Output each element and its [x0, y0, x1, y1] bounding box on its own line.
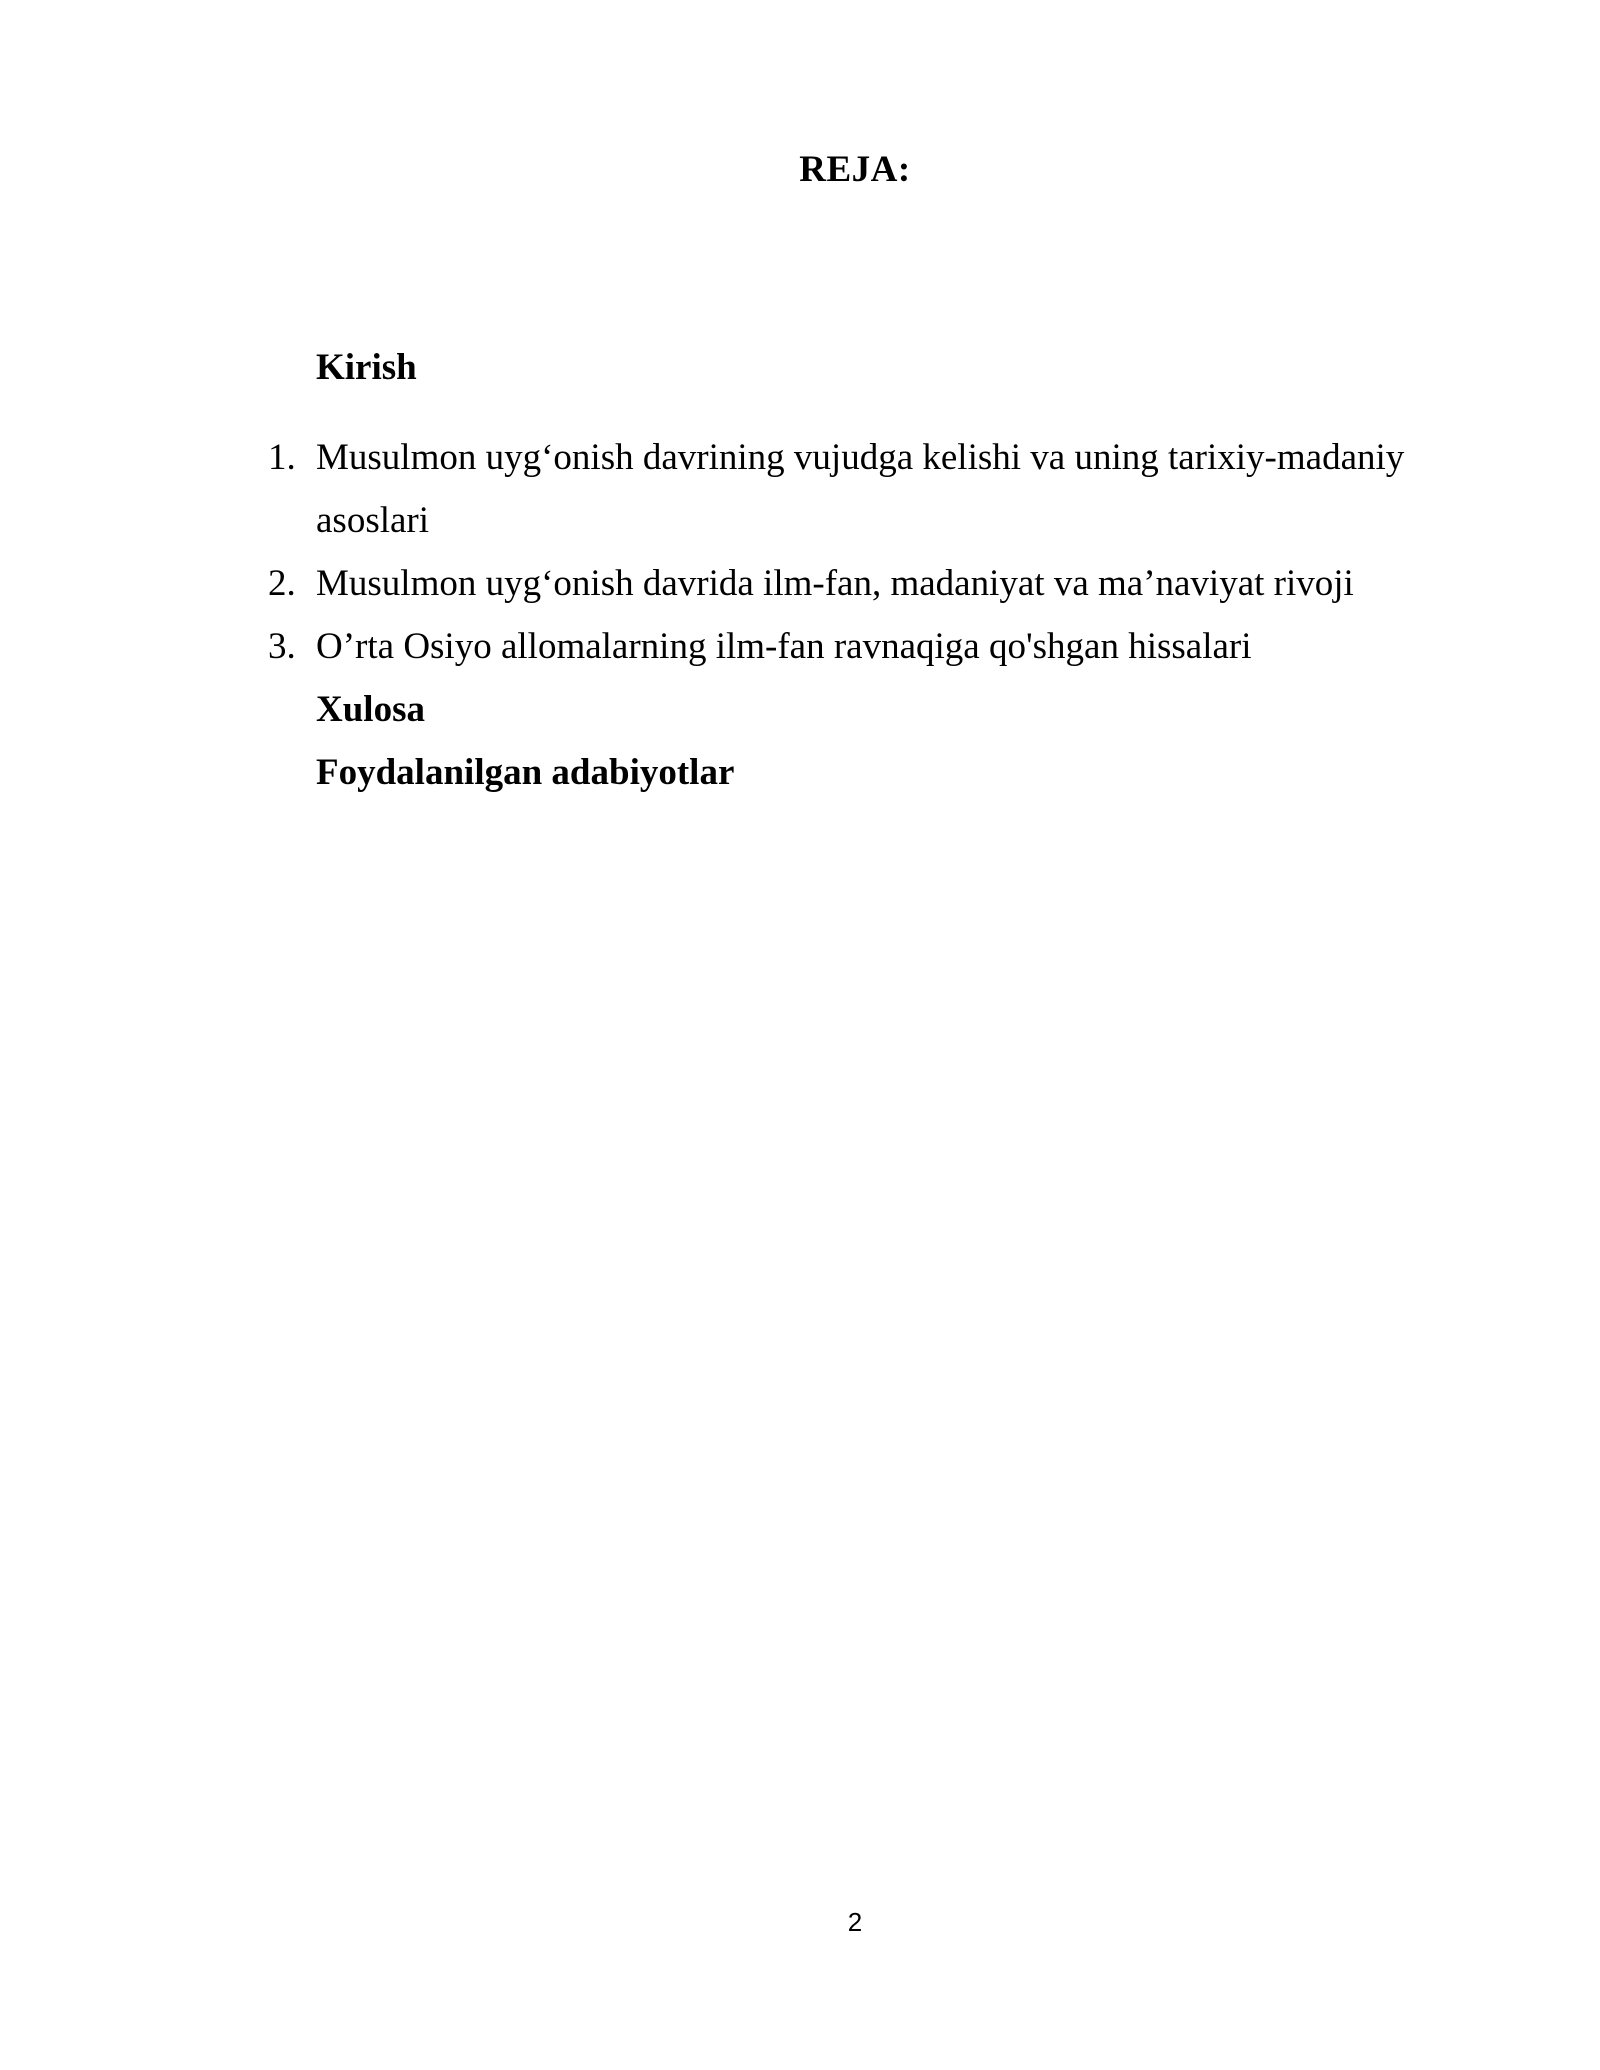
list-item-number: 3.	[268, 626, 296, 667]
plan-list	[268, 426, 1436, 678]
list-item	[268, 552, 1436, 615]
conclusion-heading: Xulosa	[316, 689, 425, 730]
page-title: REJA:	[799, 149, 911, 190]
list-item-number: 1.	[268, 437, 296, 478]
list-item-text: O’rta Osiyo allomalarning ilm-fan ravnaqiga qo'shgan hissalari	[316, 626, 1252, 667]
list-item-text: Musulmon uyg‘onish davrida ilm-fan, madaniyat va ma’naviyat rivoji	[316, 563, 1354, 604]
list-item-number: 2.	[268, 563, 296, 604]
page-number: 2	[847, 1907, 863, 1937]
list-item	[268, 615, 1436, 678]
list-item	[268, 426, 1436, 552]
intro-heading: Kirish	[316, 347, 417, 388]
plan-content	[268, 344, 1436, 804]
references-heading: Foydalanilgan adabiyotlar	[316, 752, 735, 793]
list-item-text: Musulmon uyg‘onish davrining vujudga kelishi va uning tarixiy-madaniy asoslari	[316, 437, 1405, 541]
